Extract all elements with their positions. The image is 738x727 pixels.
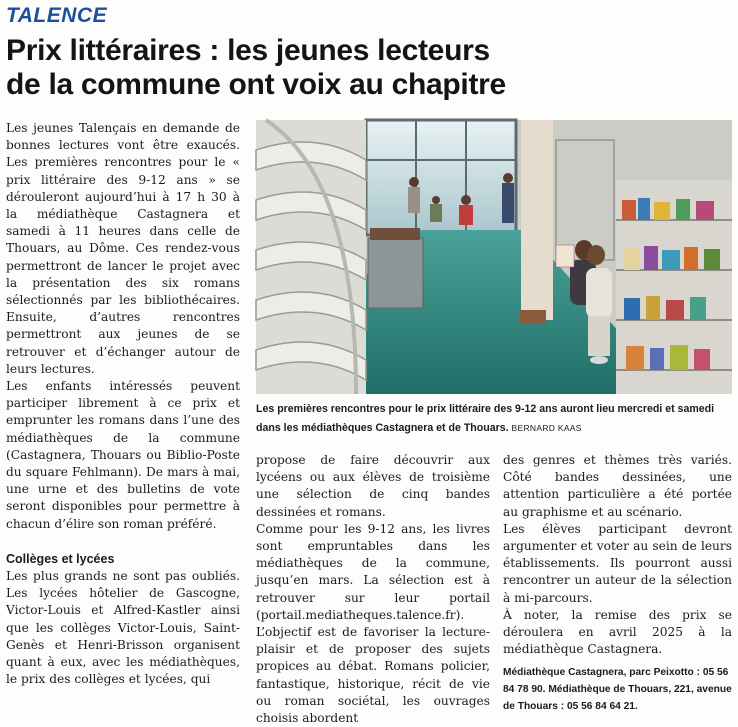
paragraph: Les plus grands ne sont pas oubliés. Les lycées hôtelier de Gascogne, Victor-Louis et Alfred-Kastler ainsi que les collèges Victor-Louis, Saint-Genès et Henri-Brisson organisent quant à eux, avec les médiathèques, le prix des collèges et lycées, qui bbox=[6, 569, 240, 687]
section-label: TALENCE bbox=[6, 4, 108, 27]
paragraph: des genres et thèmes très variés. Côté bandes dessinées, une attention particulière a été portée au graphisme et au scénario. bbox=[503, 453, 732, 519]
article-column-3 bbox=[503, 452, 732, 715]
paragraph: Les jeunes Talençais en demande de bonnes lectures vont être exaucés. Les premières rencontres pour le « prix littéraire des 9-12 ans » se dérouleront aujourd’hui à 17 h 30 à la médiathèque Castagnera et samedi à 11 heures dans celle de Thouars, au Dôme. Ces rendez-vous permettront de lancer le projet avec la présentation des six romans sélectionnés par les bibliothécaires. Ensuite, d’autres rencontres permettront aux jeunes de se retrouver et d’échanger autour de leurs lectures. bbox=[6, 121, 240, 376]
paragraph: À noter, la remise des prix se déroulera en avril 2025 à la médiathèque Castagnera. bbox=[503, 607, 732, 657]
article-column-1 bbox=[6, 120, 240, 689]
caption-text: Les premières rencontres pour le prix littéraire des 9-12 ans auront lieu mercredi et samedi dans les médiathèques Castagnera et de Thouars. bbox=[256, 403, 715, 434]
subheading: Collèges et lycées bbox=[6, 551, 115, 566]
headline-line-2: de la commune ont voix au chapitre bbox=[6, 68, 506, 101]
paragraph: Les enfants intéressés peuvent participer librement à ce prix et emprunter les romans dans l’une des médiathèques de la commune (Castagnera, Thouars ou Biblio-Poste du square Fehlmann). De mars à mai, une urne et des bulletins de vote seront disponibles pour permettre à chacun d’élire son roman préféré. bbox=[6, 379, 240, 531]
headline bbox=[6, 34, 732, 102]
contact-info: Médiathèque Castagnera, parc Peixotto : 05 56 84 78 90. Médiathèque de Thouars, 221, avenue de Thouars : 05 56 84 64 21. bbox=[503, 667, 732, 713]
headline-line-1: Prix littéraires : les jeunes lecteurs bbox=[6, 34, 490, 67]
paragraph: Les élèves participant devront argumenter et voter au sein de leurs établissements. Ils pourront aussi rencontrer un auteur de la sélection à mi-parcours. bbox=[503, 521, 732, 605]
article-column-2 bbox=[256, 452, 490, 727]
photo-caption bbox=[256, 400, 732, 438]
paragraph: Comme pour les 9-12 ans, les livres sont empruntables dans les médiathèques de la commune, jusqu’en mars. La sélection est à retrouver sur leur portail (portail.mediatheques.talence.fr). L’objectif est de favoriser la lecture-plaisir et de proposer des sujets propices au débat. Romans policier, fantastique, historique, récit de vie ou roman sociétal, les ouvrages choisis abordent bbox=[256, 521, 490, 726]
photo-credit: BERNARD KAAS bbox=[511, 423, 582, 433]
library-photo bbox=[256, 120, 732, 394]
paragraph: propose de faire découvrir aux lycéens ou aux élèves de troisième une sélection de cinq bandes dessinées et romans. bbox=[256, 453, 490, 519]
library-photo-illustration bbox=[256, 120, 732, 394]
